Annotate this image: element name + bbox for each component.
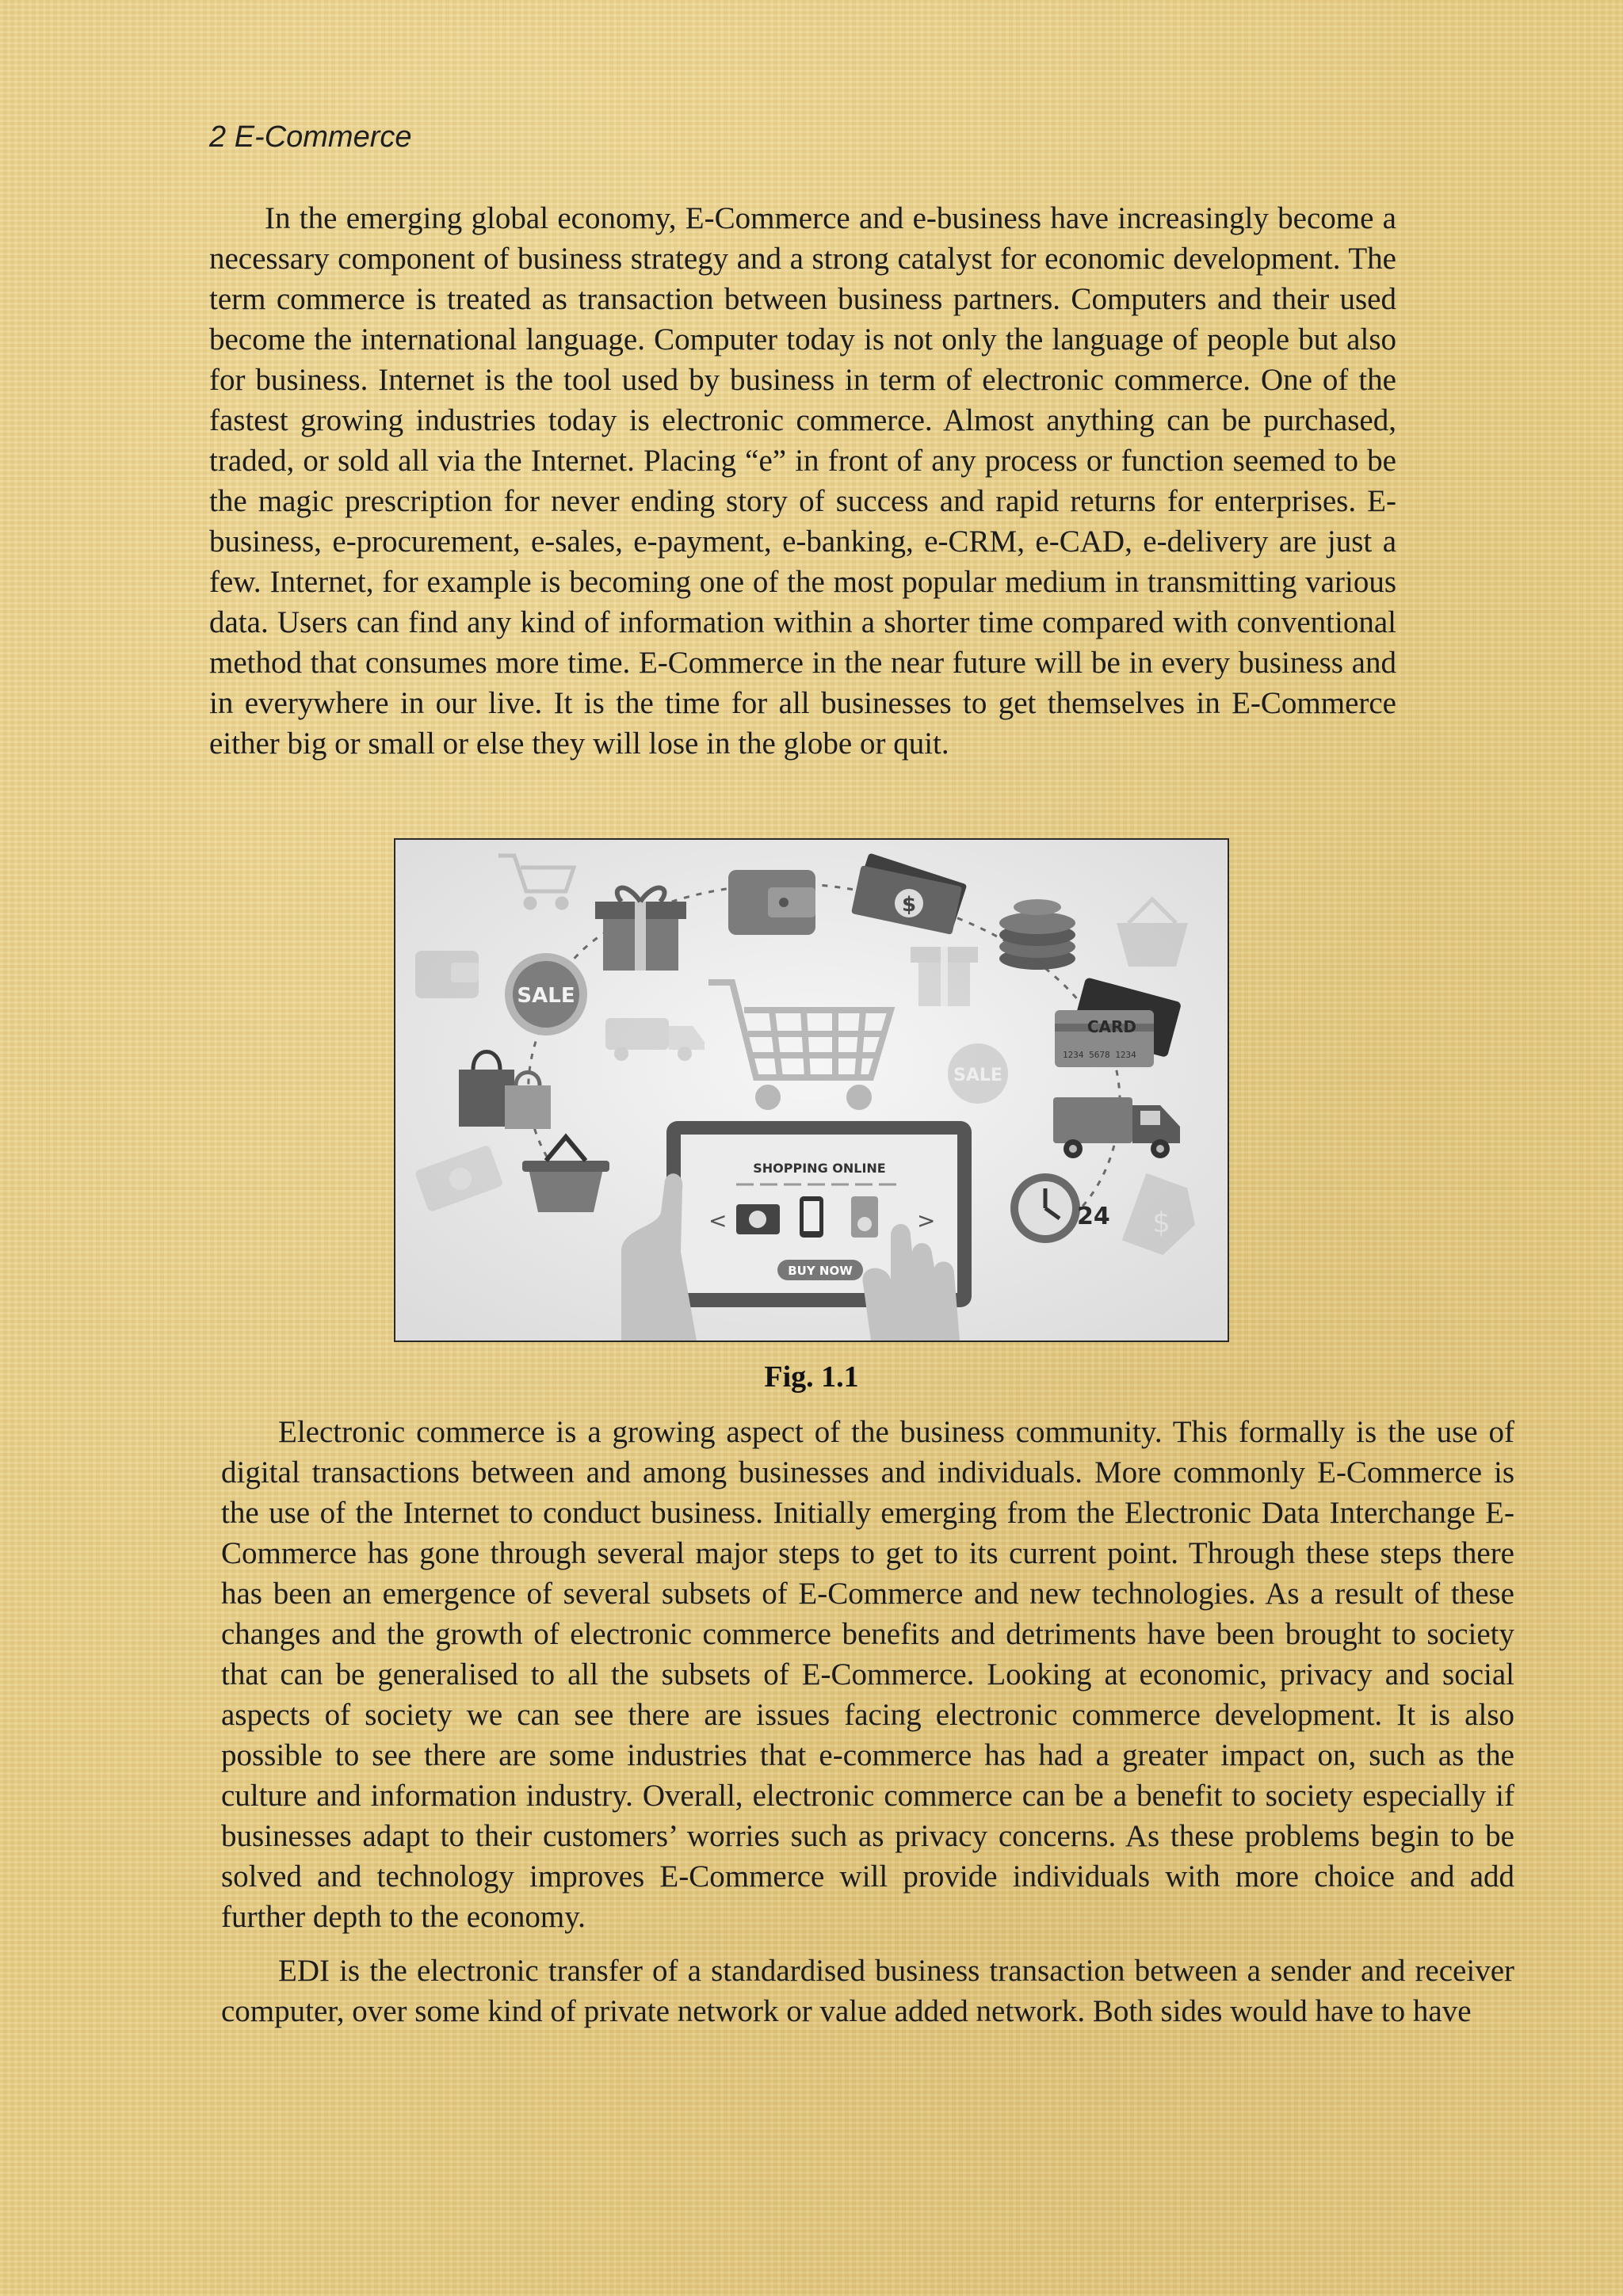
music-player-product-icon [851,1196,878,1238]
faded-wallet-icon [415,951,479,998]
money-dollar-label: $ [901,893,917,917]
faded-sale-badge [948,1043,1008,1104]
ecommerce-illustration [394,838,1229,1342]
buy-now-label: BUY NOW [788,1264,853,1278]
card-label: CARD [1086,1017,1136,1036]
screen-title: SHOPPING ONLINE [753,1161,886,1176]
sale-badge [505,953,587,1035]
carousel-left-arrow[interactable]: < [708,1207,727,1234]
faded-gift-icon [911,947,978,1006]
card-number: 1234 5678 1234 [1063,1050,1136,1060]
paragraph-intro: In the emerging global economy, E-Commerce and e-business have increasingly become a necessary component of business strategy and a strong catalyst for economic development. The term commerce is treated as transaction between business partners. Computers and their used become the international language. Computer today is not only the language of people but also for business. Internet is the tool used by business in term of electronic commerce. One of the fastest growing industries today is electronic commerce. Almost anything can be purchased, traded, or sold all via the Internet. Placing “e” in front of any process or function seemed to be the magic prescription for never ending story of success and rapid returns for enterprises. E-business, e-procurement, e-sales, e-payment, e-banking, e-CRM, e-CAD, e-delivery are just a few. Internet, for example is becoming one of the most popular medium in transmitting various data. Users can find any kind of information within a shorter time compared with conventional method that consumes more time. E-Commerce in the near future will be in every business and in everywhere in our live. It is the time for all businesses to get themselves in E-Commerce either big or small or else they will lose in the globe or quit. [209,201,1396,761]
wallet-icon [728,870,815,935]
figure-caption: Fig. 1.1 [764,1360,859,1394]
buy-now-button[interactable] [777,1260,863,1280]
sale-label: SALE [517,984,575,1008]
paragraph-electronic-commerce: Electronic commerce is a growing aspect of the business community. This formally is the use of digital transactions between and among businesses and individuals. More commonly E-Commerce is the use of the Internet to conduct business. Initially emerging from the Electronic Data Interchange E-Commerce has gone through several major steps to get to its current point. Through these steps there has been an emergence of several subsets of E-Commerce and new technologies. As a result of these changes and the growth of electronic commerce benefits and detriments have been brought to society that can be generalised to all the subsets of E-Commerce. Looking at economic, privacy and social aspects of society we can see there are issues facing electronic commerce development. It is also possible to see there are some industries that e-commerce has had a greater impact on, such as the culture and information industry. Overall, electronic commerce can be a benefit to society especially if businesses adapt to their customers’ worries such as privacy concerns. As these problems begin to be solved and technology improves E-Commerce will provide individuals with more choice and add further depth to the economy. [221,1415,1514,1934]
paragraph-edi: EDI is the electronic transfer of a standardised business transaction between a sender and receiver computer, over some kind of private network or value added network. Both sides would have to have [221,1954,1514,2028]
faded-dollar-label: $ [1152,1207,1170,1239]
section-heading: 2 E-Commerce [209,120,412,154]
carousel-right-arrow[interactable]: > [917,1207,936,1234]
faded-sale-label: SALE [953,1066,1002,1085]
phone-product-icon [800,1196,823,1238]
camera-product-icon [736,1204,780,1234]
clock-label: 24 [1077,1203,1110,1230]
